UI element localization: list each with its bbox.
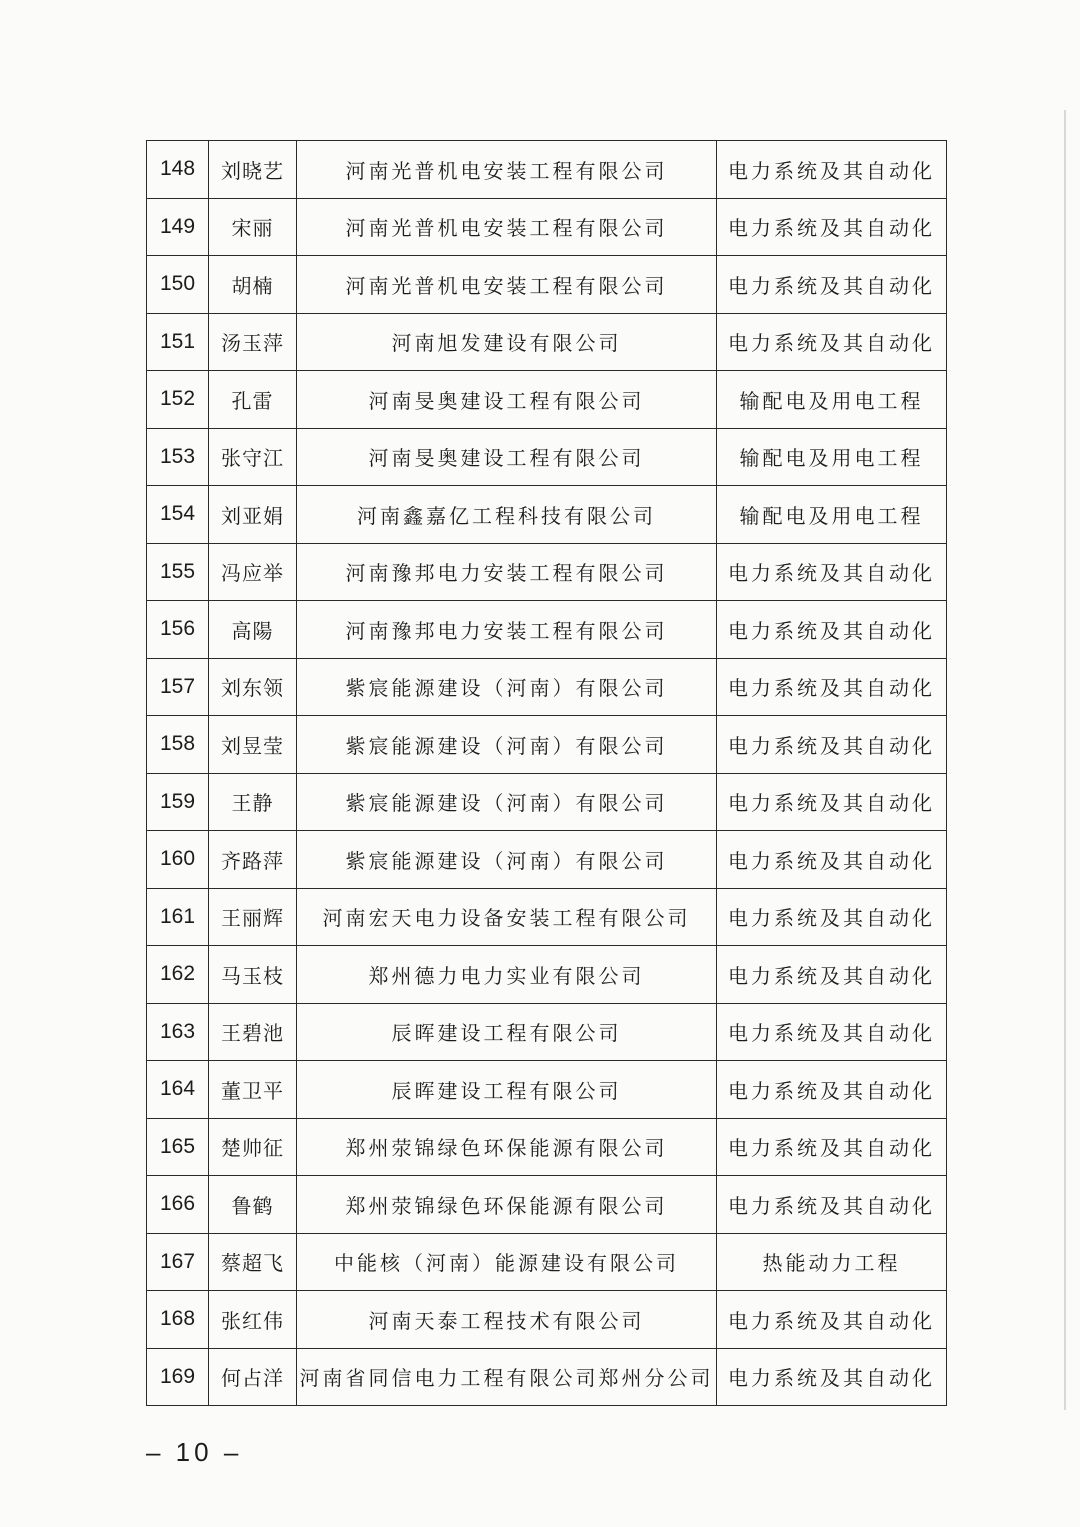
company-name-cell: 河南旭发建设有限公司 [297, 313, 717, 371]
table-row [147, 946, 947, 1004]
major-cell: 电力系统及其自动化 [717, 716, 947, 774]
company-name-cell: 郑州荥锦绿色环保能源有限公司 [297, 1176, 717, 1234]
row-number-cell: 156 [147, 601, 209, 659]
person-name-cell: 胡楠 [209, 256, 297, 314]
page-number: – 10 – [146, 1437, 243, 1467]
row-number-cell: 154 [147, 486, 209, 544]
person-name-cell: 何占洋 [209, 1348, 297, 1406]
company-name-cell: 河南光普机电安装工程有限公司 [297, 256, 717, 314]
major-cell: 热能动力工程 [717, 1233, 947, 1291]
table-row [147, 1003, 947, 1061]
row-number-cell: 152 [147, 371, 209, 429]
company-name-cell: 河南豫邦电力安装工程有限公司 [297, 543, 717, 601]
person-name-cell: 董卫平 [209, 1061, 297, 1119]
major-cell: 电力系统及其自动化 [717, 888, 947, 946]
person-name-cell: 宋丽 [209, 198, 297, 256]
company-name-cell: 河南豫邦电力安装工程有限公司 [297, 601, 717, 659]
person-name-cell: 孔雷 [209, 371, 297, 429]
roster-table-body [147, 141, 947, 1406]
table-row [147, 716, 947, 774]
person-name-cell: 张红伟 [209, 1291, 297, 1349]
major-cell: 电力系统及其自动化 [717, 543, 947, 601]
row-number-cell: 148 [147, 141, 209, 199]
row-number-cell: 167 [147, 1233, 209, 1291]
row-number-cell: 162 [147, 946, 209, 1004]
company-name-cell: 河南光普机电安装工程有限公司 [297, 198, 717, 256]
row-number-cell: 149 [147, 198, 209, 256]
person-name-cell: 马玉枝 [209, 946, 297, 1004]
company-name-cell: 郑州德力电力实业有限公司 [297, 946, 717, 1004]
major-cell: 电力系统及其自动化 [717, 256, 947, 314]
row-number-cell: 161 [147, 888, 209, 946]
table-row [147, 658, 947, 716]
row-number-cell: 165 [147, 1118, 209, 1176]
major-cell: 电力系统及其自动化 [717, 141, 947, 199]
table-row [147, 428, 947, 486]
person-name-cell: 王静 [209, 773, 297, 831]
table-row [147, 486, 947, 544]
table-row [147, 831, 947, 889]
company-name-cell: 紫宸能源建设（河南）有限公司 [297, 716, 717, 774]
person-name-cell: 齐路萍 [209, 831, 297, 889]
table-row [147, 1061, 947, 1119]
person-name-cell: 王丽辉 [209, 888, 297, 946]
person-name-cell: 刘晓艺 [209, 141, 297, 199]
row-number-cell: 159 [147, 773, 209, 831]
company-name-cell: 辰晖建设工程有限公司 [297, 1061, 717, 1119]
person-name-cell: 刘昱莹 [209, 716, 297, 774]
person-name-cell: 刘东领 [209, 658, 297, 716]
table-row [147, 888, 947, 946]
table-row [147, 543, 947, 601]
table-row [147, 1176, 947, 1234]
company-name-cell: 河南光普机电安装工程有限公司 [297, 141, 717, 199]
company-name-cell: 河南鑫嘉亿工程科技有限公司 [297, 486, 717, 544]
table-row [147, 256, 947, 314]
major-cell: 电力系统及其自动化 [717, 1003, 947, 1061]
company-name-cell: 辰晖建设工程有限公司 [297, 1003, 717, 1061]
row-number-cell: 158 [147, 716, 209, 774]
table-row [147, 601, 947, 659]
table-row [147, 313, 947, 371]
company-name-cell: 紫宸能源建设（河南）有限公司 [297, 658, 717, 716]
row-number-cell: 150 [147, 256, 209, 314]
major-cell: 电力系统及其自动化 [717, 601, 947, 659]
major-cell: 电力系统及其自动化 [717, 658, 947, 716]
person-name-cell: 高陽 [209, 601, 297, 659]
major-cell: 电力系统及其自动化 [717, 1176, 947, 1234]
company-name-cell: 河南天泰工程技术有限公司 [297, 1291, 717, 1349]
major-cell: 电力系统及其自动化 [717, 198, 947, 256]
major-cell: 电力系统及其自动化 [717, 831, 947, 889]
company-name-cell: 紫宸能源建设（河南）有限公司 [297, 773, 717, 831]
row-number-cell: 151 [147, 313, 209, 371]
major-cell: 电力系统及其自动化 [717, 1118, 947, 1176]
table-row [147, 141, 947, 199]
person-name-cell: 汤玉萍 [209, 313, 297, 371]
company-name-cell: 河南旻奥建设工程有限公司 [297, 371, 717, 429]
person-name-cell: 刘亚娟 [209, 486, 297, 544]
table-row [147, 1233, 947, 1291]
roster-table [146, 140, 947, 1406]
major-cell: 输配电及用电工程 [717, 371, 947, 429]
row-number-cell: 169 [147, 1348, 209, 1406]
person-name-cell: 张守江 [209, 428, 297, 486]
major-cell: 电力系统及其自动化 [717, 313, 947, 371]
major-cell: 电力系统及其自动化 [717, 946, 947, 1004]
table-row [147, 1348, 947, 1406]
company-name-cell: 中能核（河南）能源建设有限公司 [297, 1233, 717, 1291]
row-number-cell: 166 [147, 1176, 209, 1234]
major-cell: 电力系统及其自动化 [717, 1291, 947, 1349]
row-number-cell: 155 [147, 543, 209, 601]
company-name-cell: 紫宸能源建设（河南）有限公司 [297, 831, 717, 889]
row-number-cell: 153 [147, 428, 209, 486]
major-cell: 电力系统及其自动化 [717, 773, 947, 831]
table-row [147, 198, 947, 256]
row-number-cell: 160 [147, 831, 209, 889]
row-number-cell: 168 [147, 1291, 209, 1349]
table-row [147, 1291, 947, 1349]
major-cell: 输配电及用电工程 [717, 486, 947, 544]
company-name-cell: 河南省同信电力工程有限公司郑州分公司 [297, 1348, 717, 1406]
major-cell: 输配电及用电工程 [717, 428, 947, 486]
company-name-cell: 河南宏天电力设备安装工程有限公司 [297, 888, 717, 946]
person-name-cell: 冯应举 [209, 543, 297, 601]
person-name-cell: 蔡超飞 [209, 1233, 297, 1291]
row-number-cell: 164 [147, 1061, 209, 1119]
table-row [147, 1118, 947, 1176]
company-name-cell: 郑州荥锦绿色环保能源有限公司 [297, 1118, 717, 1176]
page-edge-line [1064, 110, 1066, 1410]
person-name-cell: 楚帅征 [209, 1118, 297, 1176]
major-cell: 电力系统及其自动化 [717, 1061, 947, 1119]
major-cell: 电力系统及其自动化 [717, 1348, 947, 1406]
row-number-cell: 157 [147, 658, 209, 716]
person-name-cell: 王碧池 [209, 1003, 297, 1061]
roster-table-container [146, 140, 946, 1406]
person-name-cell: 鲁鹤 [209, 1176, 297, 1234]
table-row [147, 371, 947, 429]
row-number-cell: 163 [147, 1003, 209, 1061]
table-row [147, 773, 947, 831]
company-name-cell: 河南旻奥建设工程有限公司 [297, 428, 717, 486]
